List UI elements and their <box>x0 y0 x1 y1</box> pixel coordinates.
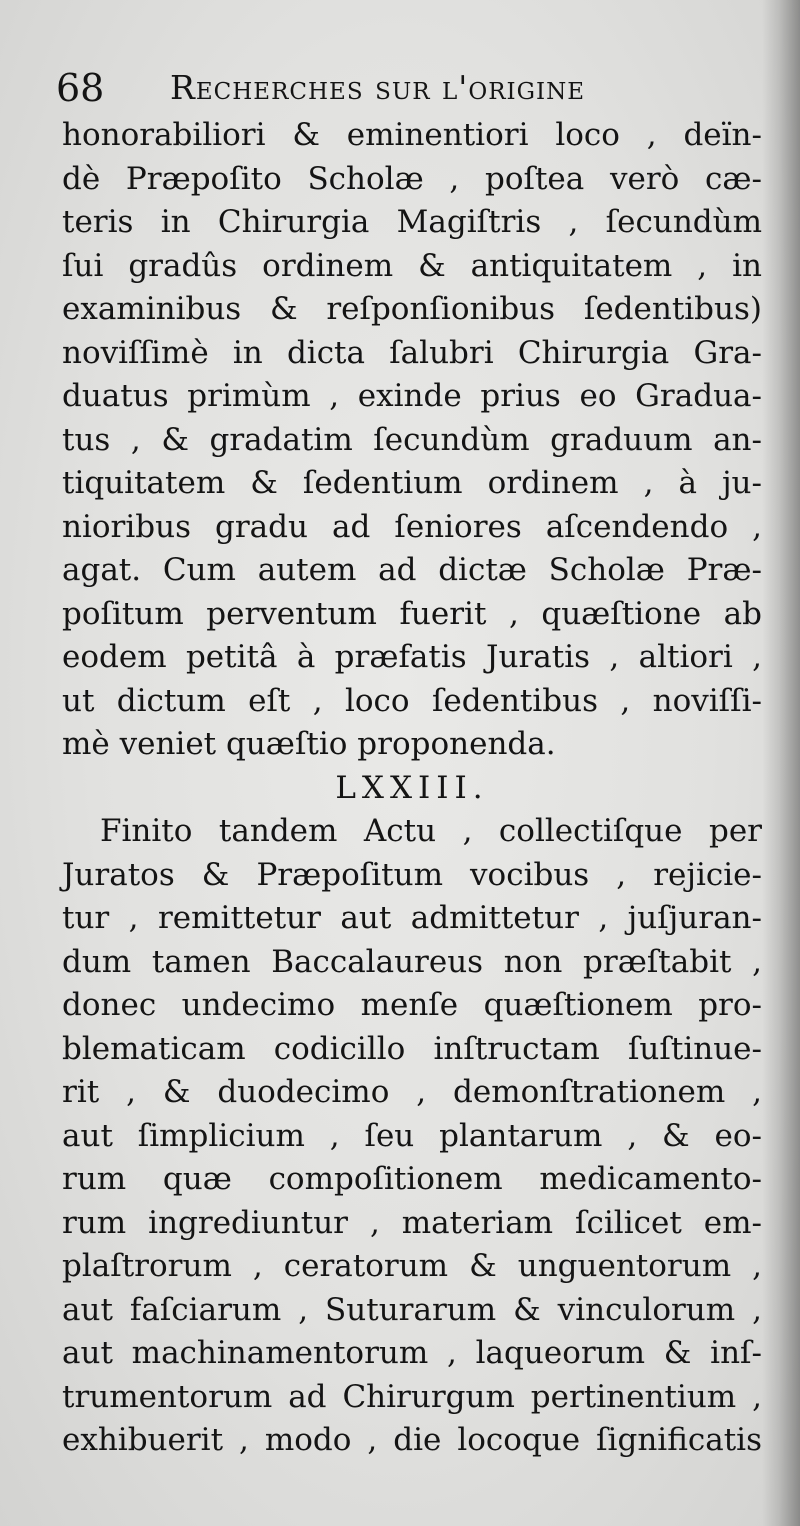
text-line: tus , & gradatim ſecundùm graduum an- <box>62 421 762 458</box>
text-line: poſitum perventum fuerit , quæſtione ab <box>62 595 762 632</box>
text-line: donec undecimo menſe quæſtionem pro- <box>62 987 762 1023</box>
text-line: rum ingrediuntur , materiam ſcilicet em- <box>62 1204 762 1241</box>
text-line: nioribus gradu ad ſeniores aſcendendo , <box>62 508 762 545</box>
text-line: ut dictum eſt , loco ſedentibus , noviſſi- <box>62 682 762 719</box>
page-number: 68 <box>56 66 105 110</box>
body-text <box>62 114 762 1463</box>
text-line: rit , & duodecimo , demonſtrationem , <box>62 1074 762 1110</box>
text-line: dum tamen Baccalaureus non præſtabit , <box>62 943 762 980</box>
text-line: noviſſimè in dicta ſalubri Chirurgia Gra- <box>62 334 762 371</box>
section-heading: LXXIII. <box>335 769 489 806</box>
running-title: Recherches sur l'origine <box>170 68 586 107</box>
text-line: aut machinamentorum , laqueorum & inſ- <box>62 1335 762 1371</box>
text-line: tur , remittetur aut admittetur , juſjuran- <box>62 900 762 936</box>
text-line: ſui gradûs ordinem & antiquitatem , in <box>62 247 762 284</box>
running-head <box>56 60 746 116</box>
text-line: dè Præpoſito Scholæ , poſtea verò cæ- <box>62 160 762 197</box>
paragraph-1 <box>62 114 762 767</box>
text-line: aut ſimplicium , ſeu plantarum , & eo- <box>62 1117 762 1154</box>
text-line: agat. Cum autem ad dictæ Scholæ Præ- <box>62 552 762 588</box>
text-line: mè veniet quæſtio proponenda. <box>62 726 556 762</box>
text-line: rum quæ compoſitionem medicamento- <box>62 1161 762 1197</box>
text-line: examinibus & reſponſionibus ſedentibus) <box>62 291 762 327</box>
text-line: honorabiliori & eminentiori loco , deïn- <box>62 117 762 153</box>
text-line: blematicam codicillo inſtructam ſuſtinue- <box>62 1030 762 1067</box>
page-gutter-shadow <box>762 0 800 1526</box>
text-line: Finito tandem Actu , collectiſque per <box>100 813 762 849</box>
text-line: aut faſciarum , Suturarum & vinculorum , <box>62 1291 762 1328</box>
text-line: Juratos & Præpoſitum vocibus , rejicie- <box>62 856 762 893</box>
paragraph-2 <box>62 810 762 1463</box>
text-line: teris in Chirurgia Magiſtris , ſecundùm <box>62 204 762 240</box>
text-line: trumentorum ad Chirurgum pertinentium , <box>62 1378 762 1415</box>
text-line: eodem petitâ à præfatis Juratis , altiori , <box>62 639 762 675</box>
text-line: plaſtrorum , ceratorum & unguentorum , <box>62 1248 762 1284</box>
text-line: duatus primùm , exinde prius eo Gradua- <box>62 378 762 414</box>
text-line: exhibuerit , modo , die locoque ſignificatis <box>62 1422 762 1458</box>
text-line: tiquitatem & ſedentium ordinem , à ju- <box>62 465 762 501</box>
